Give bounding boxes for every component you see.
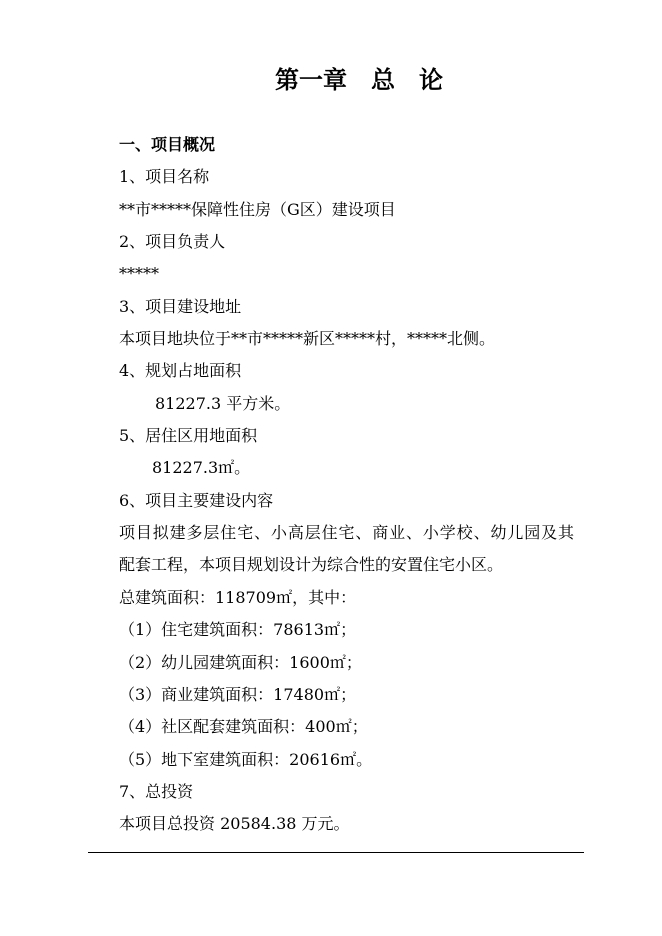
- area-breakdown-item: （4）社区配套建筑面积：400㎡；: [119, 717, 368, 737]
- total-building-area: 总建筑面积：118709㎡，其中：: [119, 587, 357, 607]
- overview-section: [119, 129, 599, 841]
- construction-content-paragraph-line: 配套工程，本项目规划设计为综合性的安置住宅小区。: [119, 555, 504, 575]
- planned-land-area-label: 4、规划占地面积: [119, 361, 242, 381]
- chapter-title: 第一章 总 论: [275, 65, 443, 94]
- total-investment-value: 本项目总投资 20584.38 万元。: [119, 814, 350, 834]
- area-breakdown-item: （3）商业建筑面积：17480㎡；: [119, 684, 357, 704]
- planned-land-area-value: 81227.3 平方米。: [155, 393, 291, 413]
- residential-land-area-value: 81227.3㎡。: [152, 458, 251, 478]
- area-breakdown-item: （2）幼儿园建筑面积：1600㎡；: [119, 652, 362, 672]
- area-breakdown-item: （5）地下室建筑面积：20616㎡。: [119, 749, 373, 769]
- project-leader-label: 2、项目负责人: [119, 232, 226, 252]
- project-name-value: **市*****保障性住房（G区）建设项目: [119, 199, 396, 219]
- residential-land-area-label: 5、居住区用地面积: [119, 426, 258, 446]
- project-leader-value: *****: [119, 264, 159, 284]
- total-investment-label: 7、总投资: [119, 781, 194, 801]
- construction-content-paragraph-line: 项目拟建多层住宅、小高层住宅、商业、小学校、幼儿园及其: [119, 523, 574, 543]
- area-breakdown-item: （1）住宅建筑面积：78613㎡；: [119, 620, 357, 640]
- section-heading: 一、项目概况: [119, 135, 216, 154]
- footer-divider: [88, 852, 584, 853]
- construction-content-label: 6、项目主要建设内容: [119, 490, 274, 510]
- location-label: 3、项目建设地址: [119, 296, 242, 316]
- location-value: 本项目地块位于**市*****新区*****村，*****北侧。: [119, 329, 496, 349]
- project-name-label: 1、项目名称: [119, 167, 210, 187]
